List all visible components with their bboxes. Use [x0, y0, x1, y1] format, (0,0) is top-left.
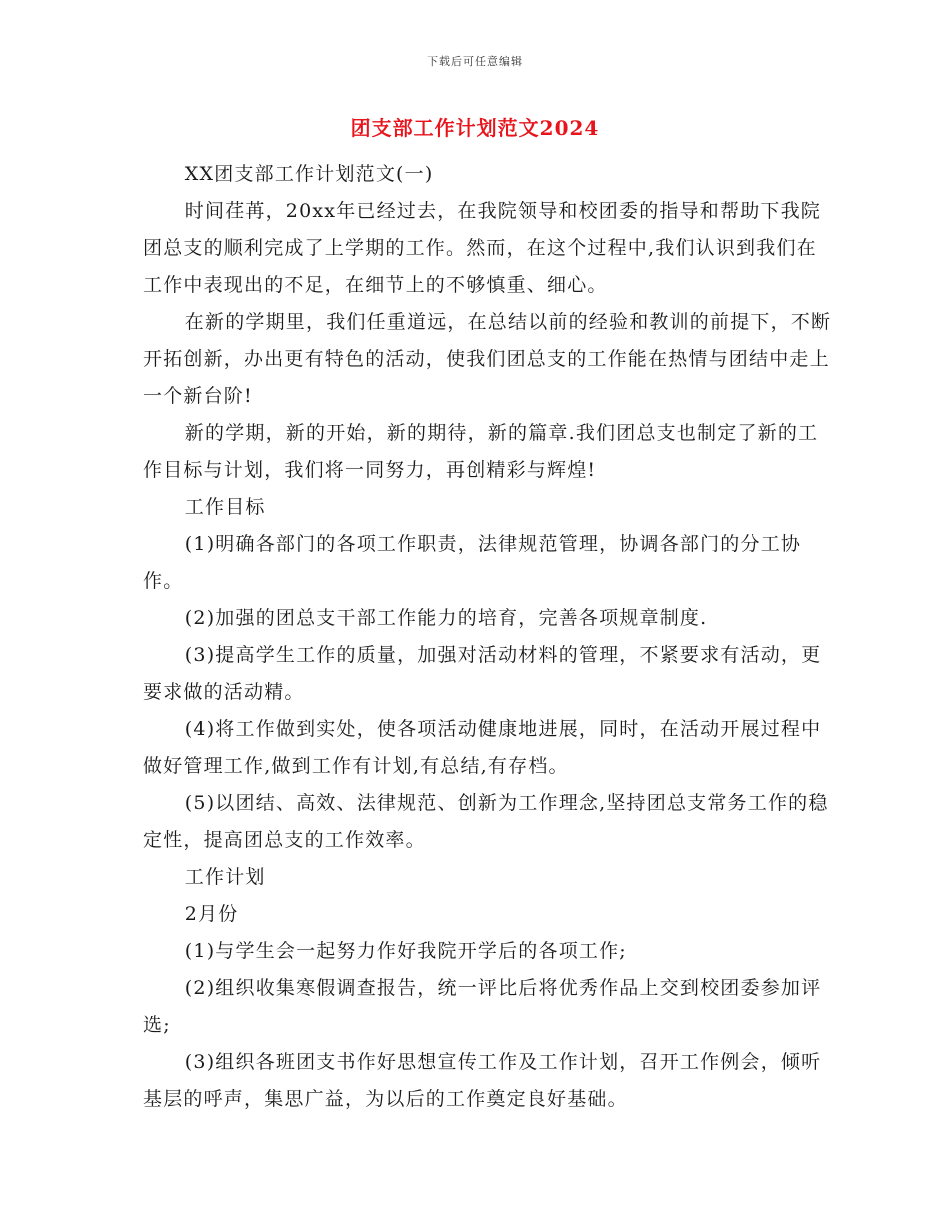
body-paragraph: 在新的学期里，我们任重道远，在总结以前的经验和教训的前提下，不断开拓创新，办出更有特色的活动，使我们团总支的工作能在热情与团结中走上一个新台阶! [143, 311, 832, 407]
body-paragraph: 时间荏苒，20xx年已经过去，在我院领导和校团委的指导和帮助下我院团总支的顺利完成了上学期的工作。然而，在这个过程中,我们认识到我们在工作中表现出的不足，在细节上的不够慎重、细心。 [143, 200, 822, 296]
goal-item: (1)明确各部门的各项工作职责，法律规范管理，协调各部门的分工协作。 [143, 533, 802, 592]
goal-item: (4)将工作做到实处，使各项活动健康地进展，同时，在活动开展过程中做好管理工作,做到工作有计划,有总结,有存档。 [143, 718, 822, 777]
month-heading: 2月份 [184, 903, 239, 925]
section-heading-goals: 工作目标 [184, 496, 266, 518]
goal-item: (3)提高学生工作的质量，加强对活动材料的管理，不紧要求有活动，更要求做的活动精。 [143, 644, 822, 703]
goal-item: (5)以团结、高效、法律规范、创新为工作理念,坚持团总支常务工作的稳定性，提高团总支的工作效率。 [143, 792, 829, 851]
header-note: 下载后可任意编辑 [427, 55, 523, 68]
plan-item: (3)组织各班团支书作好思想宣传工作及工作计划，召开工作例会，倾听基层的呼声，集思广益，为以后的工作奠定良好基础。 [143, 1051, 822, 1110]
plan-item: (1)与学生会一起努力作好我院开学后的各项工作; [184, 940, 627, 962]
body-paragraph: 新的学期，新的开始，新的期待，新的篇章.我们团总支也制定了新的工作目标与计划，我们将一同努力，再创精彩与辉煌! [143, 422, 819, 481]
plan-item: (2)组织收集寒假调查报告，统一评比后将优秀作品上交到校团委参加评选; [143, 977, 822, 1036]
goal-item: (2)加强的团总支干部工作能力的培育，完善各项规章制度. [184, 607, 708, 629]
document-title: 团支部工作计划范文2024 [350, 116, 600, 140]
section-heading-plan: 工作计划 [184, 866, 266, 888]
section-heading: XX团支部工作计划范文(一) [184, 163, 434, 185]
document-body [143, 156, 833, 1118]
